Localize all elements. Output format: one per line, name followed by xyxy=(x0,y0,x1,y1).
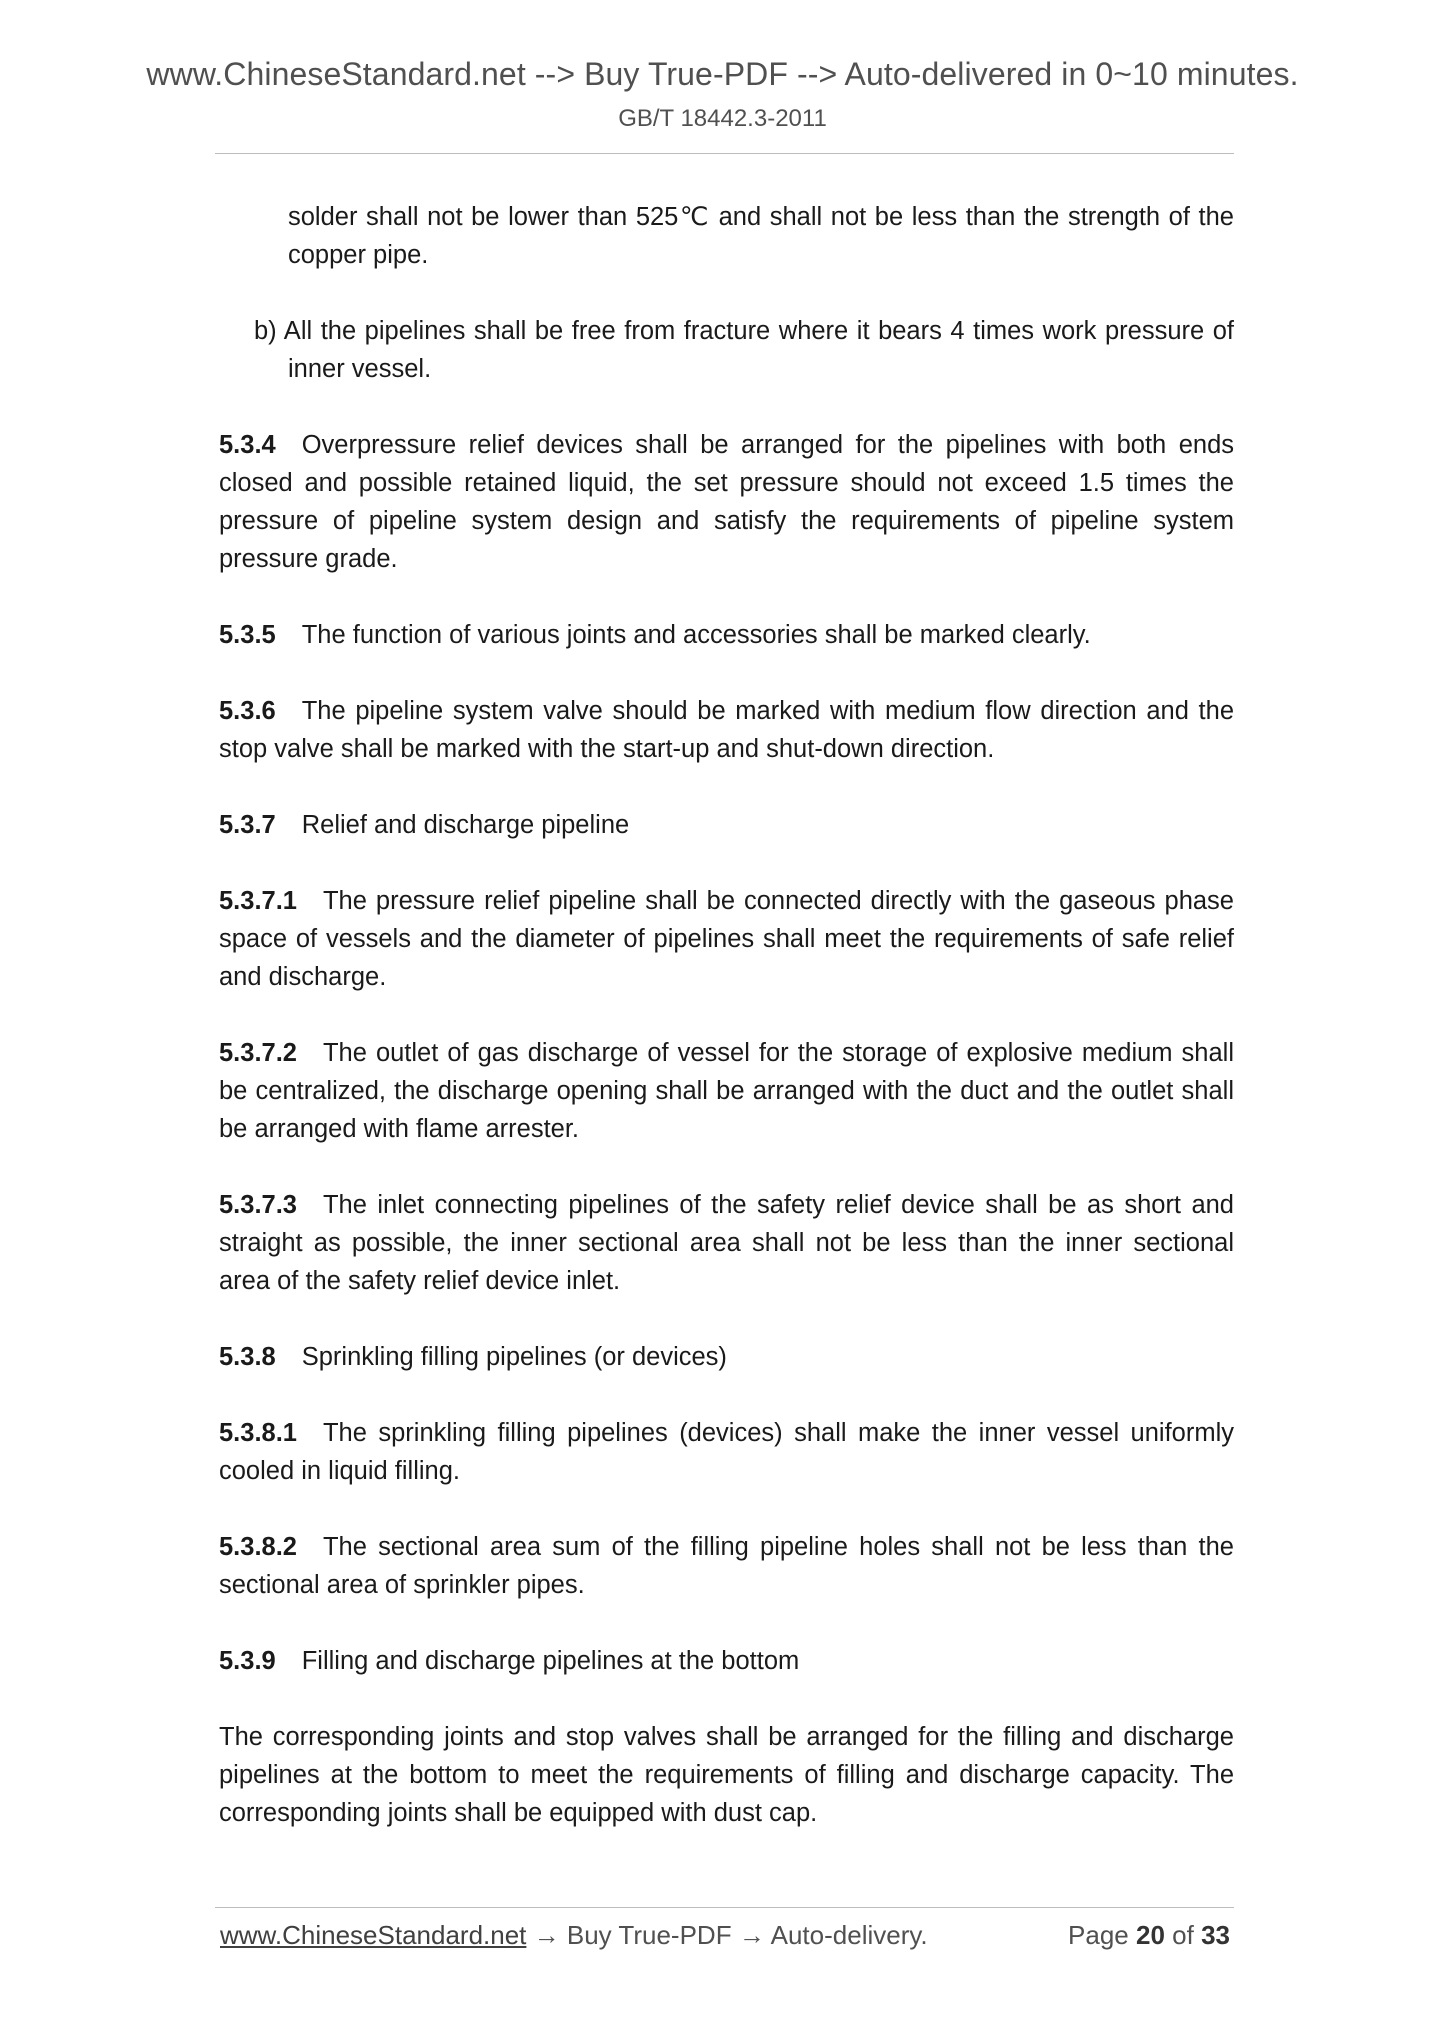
clause-text: The function of various joints and accessories shall be marked clearly. xyxy=(301,621,1091,649)
page-label: Page xyxy=(1068,1920,1129,1950)
clause-number: 5.3.8 xyxy=(219,1343,276,1371)
clause-number: 5.3.8.1 xyxy=(219,1419,297,1447)
clause-number: 5.3.4 xyxy=(219,431,276,459)
clause-text: The inlet connecting pipelines of the safety relief device shall be as short and straight as possible, the inner sectional area shall not be less than the inner sectional area of the safety relief device inlet. xyxy=(219,1191,1234,1295)
page-footer xyxy=(220,1920,1230,1956)
clause-5-3-8-1 xyxy=(219,1414,1234,1490)
page-total: 33 xyxy=(1201,1920,1230,1950)
document-body xyxy=(219,198,1234,1870)
clause-5-3-4 xyxy=(219,426,1234,578)
of-label: of xyxy=(1172,1920,1194,1950)
clause-text: The pressure relief pipeline shall be connected directly with the gaseous phase space of vessels and the diameter of pipelines shall meet the requirements of safe relief and discharge. xyxy=(219,887,1234,991)
clause-number: 5.3.8.2 xyxy=(219,1533,297,1561)
clause-text: Relief and discharge pipeline xyxy=(301,811,630,839)
clause-number: 5.3.7.1 xyxy=(219,887,297,915)
clause-5-3-7-1 xyxy=(219,882,1234,996)
page-number xyxy=(1068,1920,1230,1951)
paragraph-final: The corresponding joints and stop valves shall be arranged for the filling and discharge pipelines at the bottom to meet the requirements of filling and discharge capacity. The corresponding joints shall be equipped with dust cap. xyxy=(219,1723,1234,1827)
clause-number: 5.3.7 xyxy=(219,811,276,839)
clause-text: The outlet of gas discharge of vessel for the storage of explosive medium shall be centralized, the discharge opening shall be arranged with the duct and the outlet shall be arranged with flame arrester. xyxy=(219,1039,1234,1143)
page-current: 20 xyxy=(1136,1920,1165,1950)
clause-number: 5.3.6 xyxy=(219,697,276,725)
paragraph-continuation: solder shall not be lower than 525℃ and shall not be less than the strength of the copper pipe. xyxy=(288,203,1234,269)
footer-auto-text: Auto-delivery. xyxy=(770,1920,928,1950)
clause-5-3-9 xyxy=(219,1642,1234,1680)
clause-text: Sprinkling filling pipelines (or devices) xyxy=(301,1343,727,1371)
clause-text: The sprinkling filling pipelines (devices) shall make the inner vessel uniformly cooled in liquid filling. xyxy=(219,1419,1234,1485)
clause-5-3-7-3 xyxy=(219,1186,1234,1300)
standard-number: GB/T 18442.3-2011 xyxy=(618,105,827,132)
clause-number: 5.3.7.2 xyxy=(219,1039,297,1067)
arrow-right-icon: → xyxy=(738,1920,765,1950)
clause-5-3-8 xyxy=(219,1338,1234,1376)
clause-5-3-7 xyxy=(219,806,1234,844)
list-item-b: b) All the pipelines shall be free from fracture where it bears 4 times work pressure of inner vessel. xyxy=(254,317,1234,383)
header-banner: www.ChineseStandard.net --> Buy True-PDF --> Auto-delivered in 0~10 minutes. xyxy=(146,56,1299,92)
arrow-right-icon: → xyxy=(533,1920,560,1950)
footer-buy-text: Buy True-PDF xyxy=(566,1920,732,1950)
clause-5-3-8-2 xyxy=(219,1528,1234,1604)
footer-site-link[interactable]: www.ChineseStandard.net xyxy=(220,1920,527,1950)
clause-text: Overpressure relief devices shall be arranged for the pipelines with both ends closed and possible retained liquid, the set pressure should not exceed 1.5 times the pressure of pipeline system design and satisfy the requirements of pipeline system pressure grade. xyxy=(219,431,1234,573)
clause-number: 5.3.9 xyxy=(219,1647,276,1675)
footer-divider xyxy=(215,1907,1234,1908)
clause-text: The sectional area sum of the filling pipeline holes shall not be less than the sectional area of sprinkler pipes. xyxy=(219,1533,1234,1599)
footer-links xyxy=(220,1920,928,1951)
clause-text: The pipeline system valve should be marked with medium flow direction and the stop valve shall be marked with the start-up and shut-down direction. xyxy=(219,697,1234,763)
clause-number: 5.3.7.3 xyxy=(219,1191,297,1219)
header-divider xyxy=(215,153,1234,154)
clause-text: Filling and discharge pipelines at the bottom xyxy=(301,1647,800,1675)
clause-5-3-6 xyxy=(219,692,1234,768)
clause-5-3-7-2 xyxy=(219,1034,1234,1148)
clause-number: 5.3.5 xyxy=(219,621,276,649)
clause-5-3-5 xyxy=(219,616,1234,654)
